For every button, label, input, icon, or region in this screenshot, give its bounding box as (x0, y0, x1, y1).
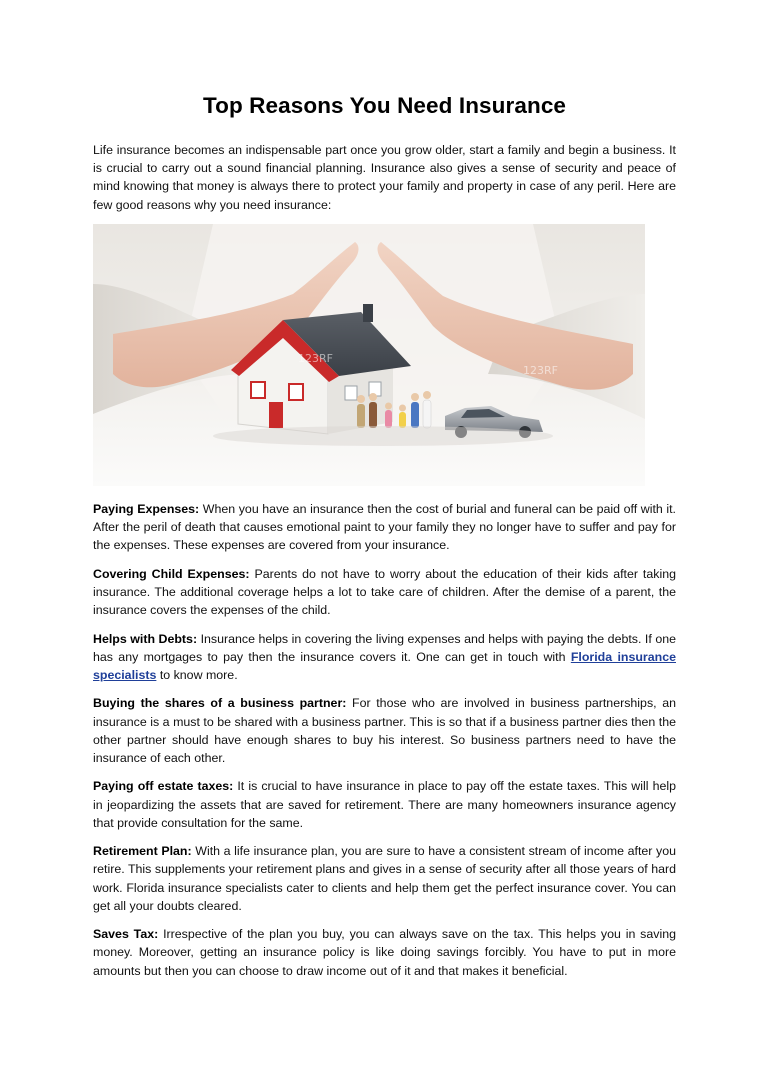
section-helps-with-debts (93, 630, 676, 685)
watermark-secondary: 123RF (523, 364, 558, 377)
florida-insurance-specialists-link[interactable]: Florida insurance specialists (93, 649, 676, 682)
section-paying-expenses (93, 500, 676, 555)
section-body: It is crucial to have insurance in place to pay off the estate taxes. This will help in jeopardizing the assets that are saved for retirement. There are many homeowners insurance agency that provide consultation for the same. (93, 779, 676, 830)
section-body: Parents do not have to worry about the education of their kids after taking insurance. The additional coverage helps a lot to take care of children. After the demise of a parent, the insurance covers the expenses of the child. (93, 566, 676, 618)
hero-image (93, 224, 645, 486)
section-retirement-plan (93, 842, 676, 915)
section-heading: Buying the shares of a business partner: (93, 696, 347, 711)
section-heading: Covering Child Expenses: (93, 566, 250, 581)
section-estate-taxes (93, 777, 676, 832)
watermark: 123RF (298, 352, 333, 365)
section-heading: Paying Expenses: (93, 502, 200, 516)
page-title: Top Reasons You Need Insurance (202, 93, 567, 118)
section-heading: Retirement Plan: (93, 844, 192, 859)
intro-paragraph: Life insurance becomes an indispensable part once you grow older, start a family and begin a business. It is crucial to carry out a sound financial planning. Insurance also gives a sense of security and peace of mind knowing that money is always there to protect your family and property in case of any peril. Here are few good reasons why you need insurance: (93, 143, 676, 212)
section-buying-shares (93, 694, 676, 767)
section-heading: Paying off estate taxes: (93, 779, 234, 794)
reasons-list (93, 500, 676, 990)
section-heading: Saves Tax: (93, 927, 159, 942)
hands-over-house-illustration (93, 224, 645, 486)
section-saves-tax (93, 925, 676, 980)
section-body: Insurance helps in covering the living expenses and helps with paying the debts. If one has any mortgages to pay then the insurance covers it. One can get in touch with (93, 631, 676, 664)
section-body: With a life insurance plan, you are sure to have a consistent stream of income after you retire. This supplements your retirement plans and gives in a sense of security after all those years of hard work. Florida insurance specialists cater to clients and help them get the perfect insurance cover. You can get all your doubts cleared. (93, 844, 676, 913)
section-body-after-link: to know more. (156, 668, 238, 682)
section-body: Irrespective of the plan you buy, you can always save on the tax. This helps you in saving money. Moreover, getting an insurance policy is like doing savings forcibly. You have to put in more amounts but then you can choose to draw income out of it and that makes it beneficial. (93, 927, 677, 978)
intro-block (93, 141, 676, 214)
section-heading: Helps with Debts: (93, 631, 198, 646)
section-covering-child-expenses (93, 565, 676, 620)
section-body: When you have an insurance then the cost of burial and funeral can be paid off with it. After the peril of death that causes emotional paint to your family they no longer have to suffer and pay for the expenses. These expenses are covered from your insurance. (93, 502, 677, 553)
section-body: For those who are involved in business partnerships, an insurance is a must to be shared with a business partner. This is so that if a business partner dies then the other partner should have enough shares to buy his interest. So business partners need to have the insurance of each other. (93, 696, 676, 765)
